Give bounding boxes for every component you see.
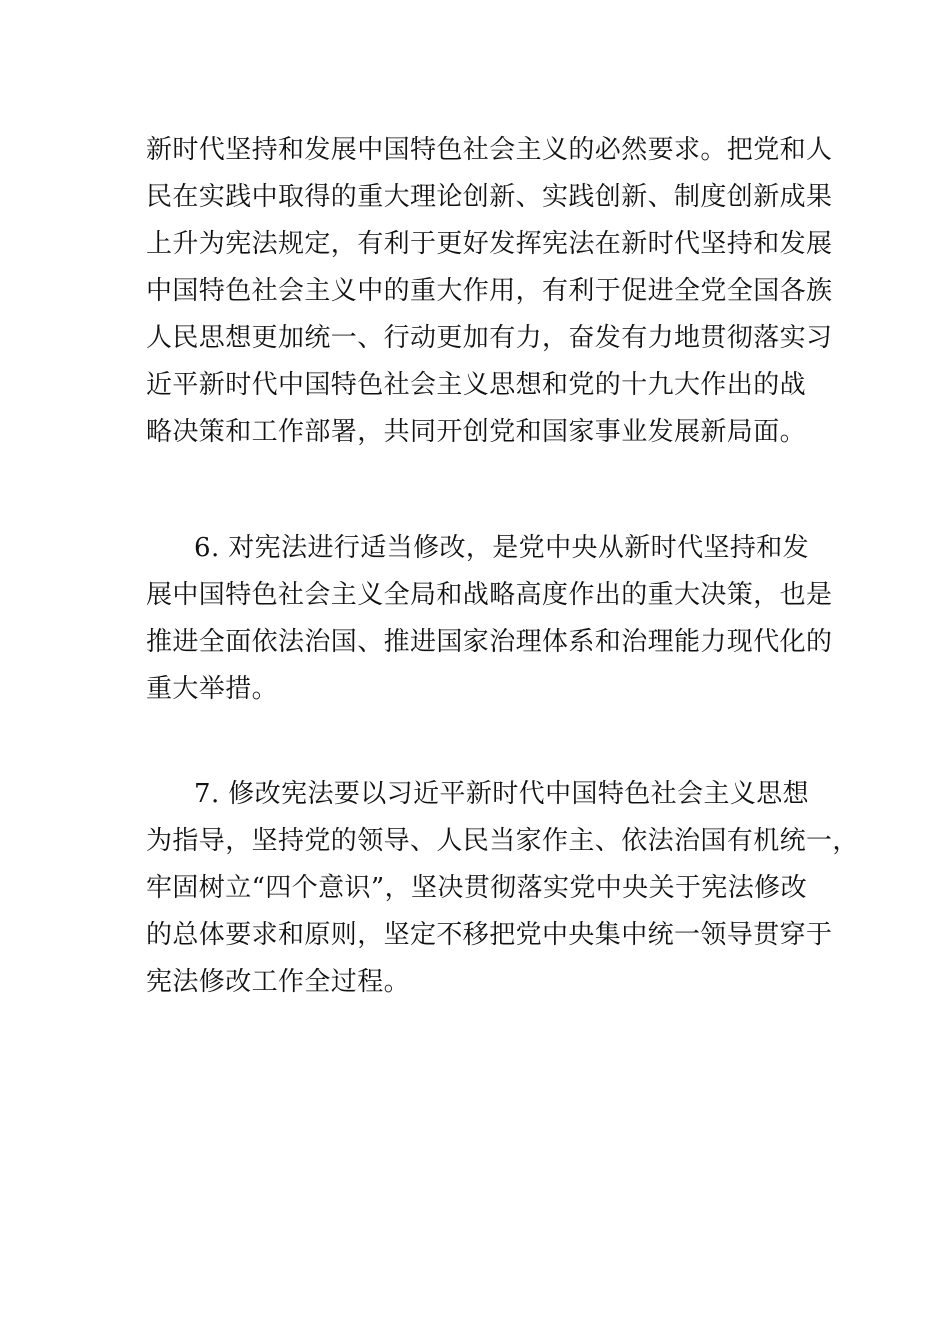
text-line: 7. 修改宪法要以习近平新时代中国特色社会主义思想 [194,779,810,809]
text-line: 新时代坚持和发展中国特色社会主义的必然要求。把党和人 [146,135,833,165]
text-line: 民在实践中取得的重大理论创新、实践创新、制度创新成果 [146,182,833,212]
text-line: 上升为宪法规定，有利于更好发挥宪法在新时代坚持和发展 [146,229,833,259]
text-line: 人民思想更加统一、行动更加有力，奋发有力地贯彻落实习 [146,323,833,353]
text-line: 为指导，坚持党的领导、人民当家作主、依法治国有机统一， [146,826,859,856]
text-line: 牢固树立“四个意识”，坚决贯彻落实党中央关于宪法修改 [146,873,807,903]
text-line: 展中国特色社会主义全局和战略高度作出的重大决策，也是 [146,580,833,610]
text-line: 近平新时代中国特色社会主义思想和党的十九大作出的战 [146,370,807,400]
text-line: 中国特色社会主义中的重大作用，有利于促进全党全国各族 [146,276,833,306]
text-line: 6. 对宪法进行适当修改，是党中央从新时代坚持和发 [194,533,810,563]
text-line: 宪法修改工作全过程。 [146,967,411,997]
text-line: 推进全面依法治国、推进国家治理体系和治理能力现代化的 [146,627,833,657]
text-line: 略决策和工作部署，共同开创党和国家事业发展新局面。 [146,417,807,447]
text-line: 的总体要求和原则，坚定不移把党中央集中统一领导贯穿于 [146,920,833,950]
text-line: 重大举措。 [146,674,279,704]
